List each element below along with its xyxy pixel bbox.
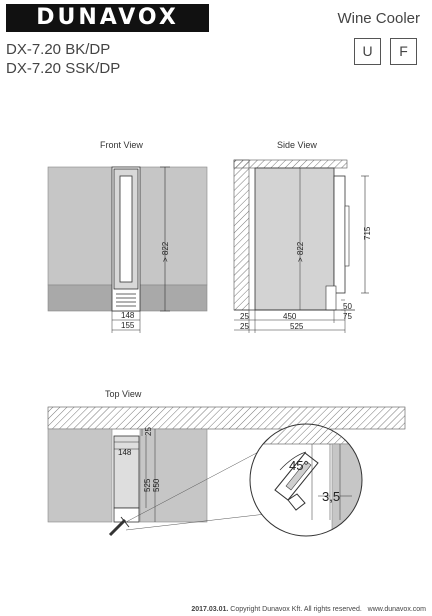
side-plinth: 50	[343, 302, 352, 311]
badge-u: U	[354, 38, 381, 65]
brand-logo: DUNAVOX	[6, 4, 209, 32]
side-left-gap-2: 25	[240, 322, 249, 331]
side-view	[234, 160, 372, 333]
front-inner-width: 148	[121, 311, 135, 320]
front-view	[48, 167, 207, 333]
side-total-depth: 525	[290, 322, 304, 331]
top-view-title: Top View	[105, 389, 142, 399]
side-height: > 822	[296, 241, 305, 262]
detail-angle: 45°	[289, 458, 309, 473]
top-width: 148	[118, 448, 132, 457]
product-category: Wine Cooler	[337, 10, 420, 27]
side-door-height: 715	[363, 226, 372, 240]
detail-zoom	[246, 420, 366, 540]
front-outer-width: 155	[121, 321, 135, 330]
side-door-depth: 75	[343, 312, 352, 321]
model-name-2: DX-7.20 SSK/DP	[6, 60, 121, 77]
footer-copyright: Copyright Dunavox Kft. All rights reserved.	[230, 606, 362, 613]
detail-gap: 3,5	[322, 489, 341, 504]
top-gap: 25	[144, 427, 153, 436]
top-total-depth: 550	[152, 478, 161, 492]
footer-date: 2017.03.01.	[191, 606, 229, 613]
side-depth: 450	[283, 312, 297, 321]
badge-f: F	[390, 38, 417, 65]
side-view-title: Side View	[277, 140, 317, 150]
front-height: > 822	[161, 241, 170, 262]
top-depth: 525	[143, 478, 152, 492]
footer	[0, 606, 426, 613]
front-view-title: Front View	[100, 140, 143, 150]
side-left-gap: 25	[240, 312, 249, 321]
footer-url[interactable]: www.dunavox.com	[367, 606, 426, 613]
model-name-1: DX-7.20 BK/DP	[6, 41, 111, 58]
